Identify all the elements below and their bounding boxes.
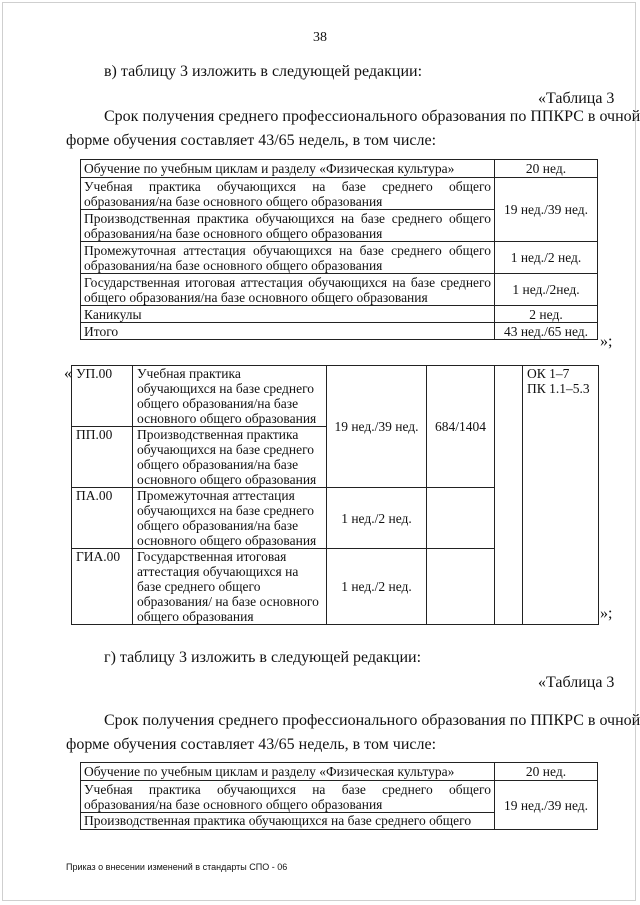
table-row-label: Обучение по учебным циклам и разделу «Физическая культура» (81, 160, 495, 178)
table-row-value: 20 нед. (495, 763, 598, 781)
section-b-closing: »; (600, 333, 613, 350)
practice-hours-empty (427, 488, 495, 549)
section-b-table-label: «Таблица 3 (538, 90, 615, 107)
practice-table-closing: »; (600, 605, 613, 622)
section-b-heading-line1: Срок получения среднего профессионального образования по ППКРС в очной (104, 108, 640, 125)
table-row-value: 1 нед./2нед. (495, 274, 598, 306)
page-number: 38 (313, 30, 327, 45)
section-b-intro: в) таблицу 3 изложить в следующей редакции: (104, 63, 423, 80)
table-row-label: Производственная практика обучающихся на базе среднего общего (81, 813, 495, 830)
practice-hours: 684/1404 (427, 366, 495, 488)
practice-hours-empty (427, 549, 495, 625)
practice-competencies (523, 366, 599, 625)
table-row-label: Каникулы (81, 306, 495, 323)
section-g-intro: г) таблицу 3 изложить в следующей редакции: (104, 649, 422, 666)
practice-name: Государственная итоговая аттестация обучающихся на базе среднего общего образования/ на базе основного общего образования (133, 549, 327, 625)
practice-table-open-quote: « (64, 365, 72, 382)
practice-name: Производственная практика обучающихся на базе среднего общего образования/на базе основного общего образования (133, 427, 327, 488)
table-row-value: 43 нед./65 нед. (495, 323, 598, 340)
practice-empty-cell (495, 366, 523, 625)
section-g-heading-line2: форме обучения составляет 43/65 недель, в том числе: (66, 736, 437, 753)
table-row-label: Учебная практика обучающихся на базе среднего общего образования/на базе основного общего образования (81, 781, 495, 813)
table-row-label: Учебная практика обучающихся на базе среднего общего образования/на базе основного общего образования (81, 178, 495, 210)
practice-duration: 1 нед./2 нед. (327, 488, 427, 549)
table-row-value: 19 нед./39 нед. (495, 178, 598, 242)
practice-code: УП.00 (72, 366, 133, 427)
practice-name: Учебная практика обучающихся на базе среднего общего образования/на базе основного общего образования (133, 366, 327, 427)
section-g-heading-line1: Срок получения среднего профессионального образования по ППКРС в очной (104, 712, 640, 729)
practice-name: Промежуточная аттестация обучающихся на базе среднего общего образования/на базе основного общего образования (133, 488, 327, 549)
table-row-label: Итого (81, 323, 495, 340)
competencies-pk: ПК 1.1–5.3 (527, 381, 590, 396)
practice-code: ПП.00 (72, 427, 133, 488)
table-row-value: 20 нед. (495, 160, 598, 178)
practice-code: ГИА.00 (72, 549, 133, 625)
weeks-table-b (80, 159, 598, 340)
competencies-ok: ОК 1–7 (527, 366, 570, 381)
section-g-table-label: «Таблица 3 (538, 674, 615, 691)
table-row-value: 1 нед./2 нед. (495, 242, 598, 274)
table-row-value: 2 нед. (495, 306, 598, 323)
practice-duration: 19 нед./39 нед. (327, 366, 427, 488)
table-row-label: Производственная практика обучающихся на базе среднего общего образования/на базе основного общего образования (81, 210, 495, 242)
section-b-heading-line2: форме обучения составляет 43/65 недель, в том числе: (66, 132, 437, 149)
table-row-value: 19 нед./39 нед. (495, 781, 598, 830)
table-row-label: Государственная итоговая аттестация обучающихся на базе среднего общего образования/на базе основного общего образования (81, 274, 495, 306)
weeks-table-g (80, 762, 598, 830)
table-row-label: Обучение по учебным циклам и разделу «Физическая культура» (81, 763, 495, 781)
practice-table (71, 365, 599, 625)
footer-note: Приказ о внесении изменений в стандарты СПО - 06 (66, 862, 288, 872)
practice-duration: 1 нед./2 нед. (327, 549, 427, 625)
practice-code: ПА.00 (72, 488, 133, 549)
table-row-label: Промежуточная аттестация обучающихся на базе среднего общего образования/на базе основного общего образования (81, 242, 495, 274)
